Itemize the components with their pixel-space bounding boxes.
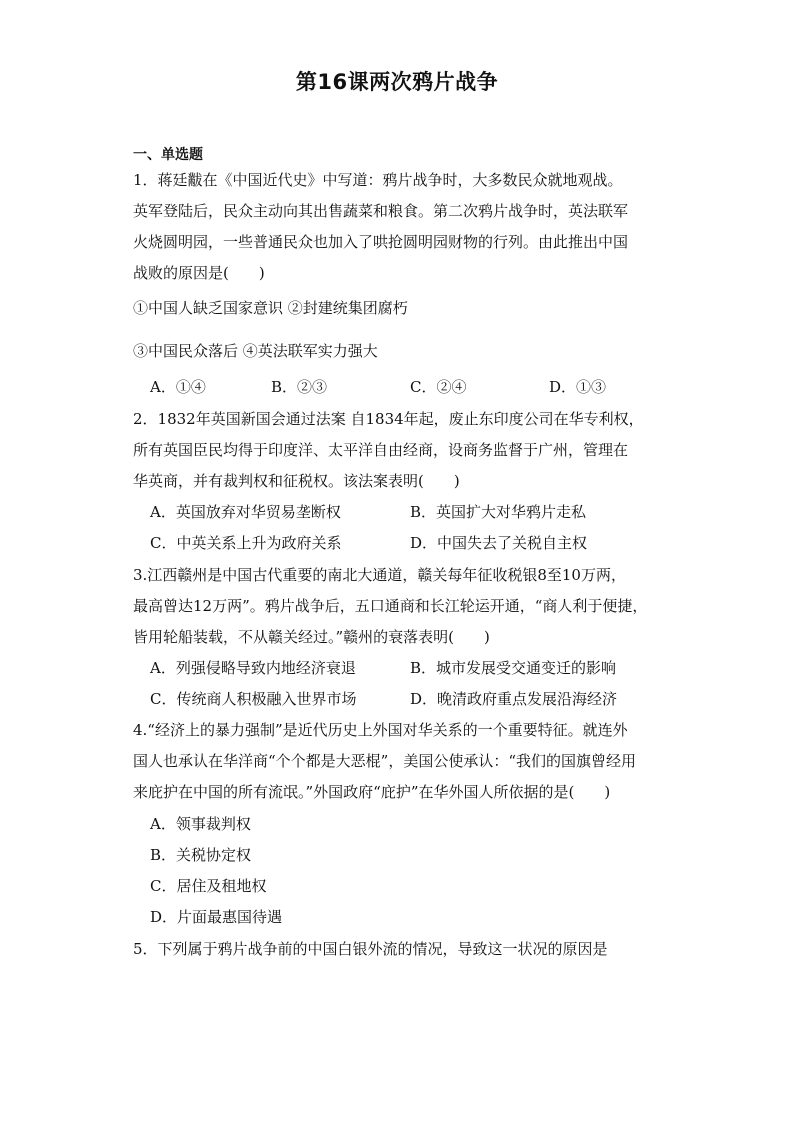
q1-option-c[interactable]: C．②④ (410, 378, 467, 396)
q4-line-2: 国人也承认在华洋商“个个都是大恶棍”，美国公使承认：“我们的国旗曾经用 (133, 752, 637, 770)
q1-line-2: 英军登陆后，民众主动向其出售蔬菜和粮食。第二次鸦片战争时，英法联军 (133, 202, 629, 220)
q1-option-a[interactable]: A．①④ (150, 378, 206, 396)
q3-line-2: 最高曾达12万两”。鸦片战争后，五口通商和长江轮运开通，“商人利于便捷， (133, 597, 648, 615)
q5-line-1: 5．下列属于鸦片战争前的中国白银外流的情况，导致这一状况的原因是 (133, 940, 608, 958)
q3-option-a[interactable]: A．列强侵略导致内地经济衰退 (150, 659, 356, 677)
section-heading: 一、单选题 (133, 147, 203, 163)
q4-line-1: 4.“经济上的暴力强制”是近代历史上外国对华关系的一个重要特征。就连外 (133, 721, 628, 739)
q1-line-3: 火烧圆明园，一些普通民众也加入了哄抢圆明园财物的行列。由此推出中国 (133, 233, 629, 251)
q2-option-c[interactable]: C．中英关系上升为政府关系 (150, 534, 342, 552)
q4-line-3: 来庇护在中国的所有流氓。”外国政府“庇护”在华外国人所依据的是( ) (133, 783, 611, 801)
q2-line-2: 所有英国臣民均得于印度洋、太平洋自由经商，设商务监督于广州，管理在 (133, 441, 629, 459)
q4-option-a[interactable]: A．领事裁判权 (150, 815, 251, 833)
q3-line-1: 3.江西赣州是中国古代重要的南北大通道，赣关每年征收税银8至10万两， (133, 566, 626, 584)
q2-option-a[interactable]: A．英国放弃对华贸易垄断权 (150, 503, 341, 521)
q4-option-b[interactable]: B．关税协定权 (150, 846, 252, 864)
q1-line-4: 战败的原因是( ) (133, 264, 265, 282)
q3-line-3: 皆用轮船装载，不从赣关经过。”赣州的衰落表明( ) (133, 628, 490, 646)
q1-option-d[interactable]: D．①③ (549, 378, 607, 396)
q3-option-c[interactable]: C．传统商人积极融入世界市场 (150, 690, 357, 708)
q4-option-d[interactable]: D．片面最惠国待遇 (150, 908, 283, 926)
q1-option-b[interactable]: B．②③ (271, 378, 328, 396)
q1-items-line-2: ③中国民众落后 ④英法联军实力强大 (133, 342, 378, 360)
q2-option-b[interactable]: B．英国扩大对华鸦片走私 (410, 503, 587, 521)
q4-option-c[interactable]: C．居住及租地权 (150, 877, 267, 895)
q1-items-line-1: ①中国人缺乏国家意识 ②封建统集团腐朽 (133, 299, 408, 317)
q2-line-3: 华英商，并有裁判权和征税权。该法案表明( ) (133, 472, 460, 490)
q3-option-b[interactable]: B．城市发展受交通变迁的影响 (410, 659, 617, 677)
q1-line-1: 1．蒋廷黻在《中国近代史》中写道：鸦片战争时，大多数民众就地观战。 (133, 171, 623, 189)
page-title: 第16课两次鸦片战争 (295, 70, 499, 94)
q3-option-d[interactable]: D．晚清政府重点发展沿海经济 (410, 690, 618, 708)
q2-line-1: 2．1832年英国新国会通过法案 自1834年起，废止东印度公司在华专利权， (133, 410, 644, 428)
q2-option-d[interactable]: D．中国失去了关税自主权 (410, 534, 588, 552)
